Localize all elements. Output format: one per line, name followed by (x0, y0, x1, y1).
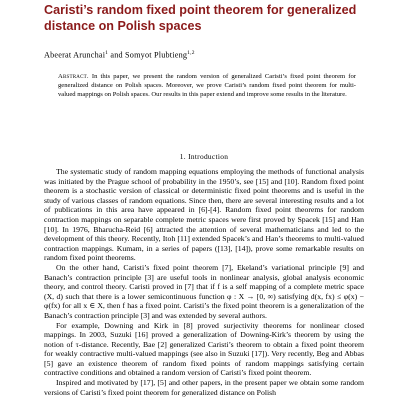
author-2-affiliation: 1,2 (187, 50, 195, 56)
paragraph-2: On the other hand, Caristi’s fixed point theorem [7], Ekeland’s variational principle [9] and Banach’s contraction principle [3] are useful tools in nonlinear analysis, global analysis economic theory, and control theory. Caristi proved in [7] that if f is a self mapping of a complete metric space (X, d) such that there is a lower semicontinuous function φ : X → [0, ∞) satisfying d(x, fx) ≤ φ(x) − φ(fx) for all x ∈ X, then f has a fixed point. Caristi’s the fixed point theorem is a generalization of the Banach’s contraction principle [3] and was extended by several authors. (44, 262, 364, 320)
abstract-label: Abstract. (58, 73, 89, 80)
author-2: Somyot Plubtieng (125, 50, 188, 60)
paragraph-3: For example, Downing and Kirk in [8] proved surjectivity theorems for nonlinear closed mappings. In 2003, Suzuki [16] proved a generalization of Downing-Kirk’s theorem by using the notion of τ-distance. Recently, Bae [2] generalized Caristi’s theorem to obtain a fixed point theorem for weakly contractive multi-valued mappings (see also in Suzuki [17]). Very recently, Beg and Abbas [5] gave an existence theorem of random fixed points of random mappings satisfying certain contractive conditions and obtained a random version of Caristi’s fixed point theorem. (44, 320, 364, 378)
abstract-text: In this paper, we present the random version of generalized Caristi’s fixed point theorem for generalized distance on Polish spaces. Moreover, we prove Caristi’s random fixed point theorem for multi-valued mappings on Polish spaces. Our results in this paper extend and improve some results in the literature. (58, 73, 356, 99)
abstract (58, 72, 356, 100)
paragraph-1: The systematic study of random mapping equations employing the methods of functional analysis was initiated by the Prague school of probability in the 1950’s, see [15] and [10]. Random fixed point theorem is a stochastic version of classical or deterministic fixed point theorems and is useful in the study of various classes of random equations. Since then, there are several interesting results and a lot of publications in this area have appeared in [6]-[4]. Random fixed point theorems for random contraction mappings on separable complete metric spaces were first proved by Spacek [15] and Han [10]. In 1976, Bharucha-Reid [6] attracted the attention of several mathematicians and led to the development of this theory. Recently, Itoh [11] extended Spacek’s and Han’s theorems to multi-valued contraction mappings. Kumam, in a series of papers ([13], [14]), prove some remarkable results on random fixed point theorems. (44, 167, 364, 263)
section-body (44, 167, 364, 397)
section-heading: 1. Introduction (179, 152, 229, 161)
author-conjunction: and (108, 50, 126, 60)
author-1: Abeerat Arunchai (44, 50, 106, 60)
author-line (44, 48, 364, 61)
paragraph-4: Inspired and motivated by [17], [5] and other papers, in the present paper we obtain some random versions of Caristi’s fixed point theorem for generalized distance on Polish (44, 378, 364, 397)
author-1-affiliation: 1 (105, 50, 109, 56)
paper-title: Caristi’s random fixed point theorem for generalized distance on Polish spaces (44, 3, 357, 33)
